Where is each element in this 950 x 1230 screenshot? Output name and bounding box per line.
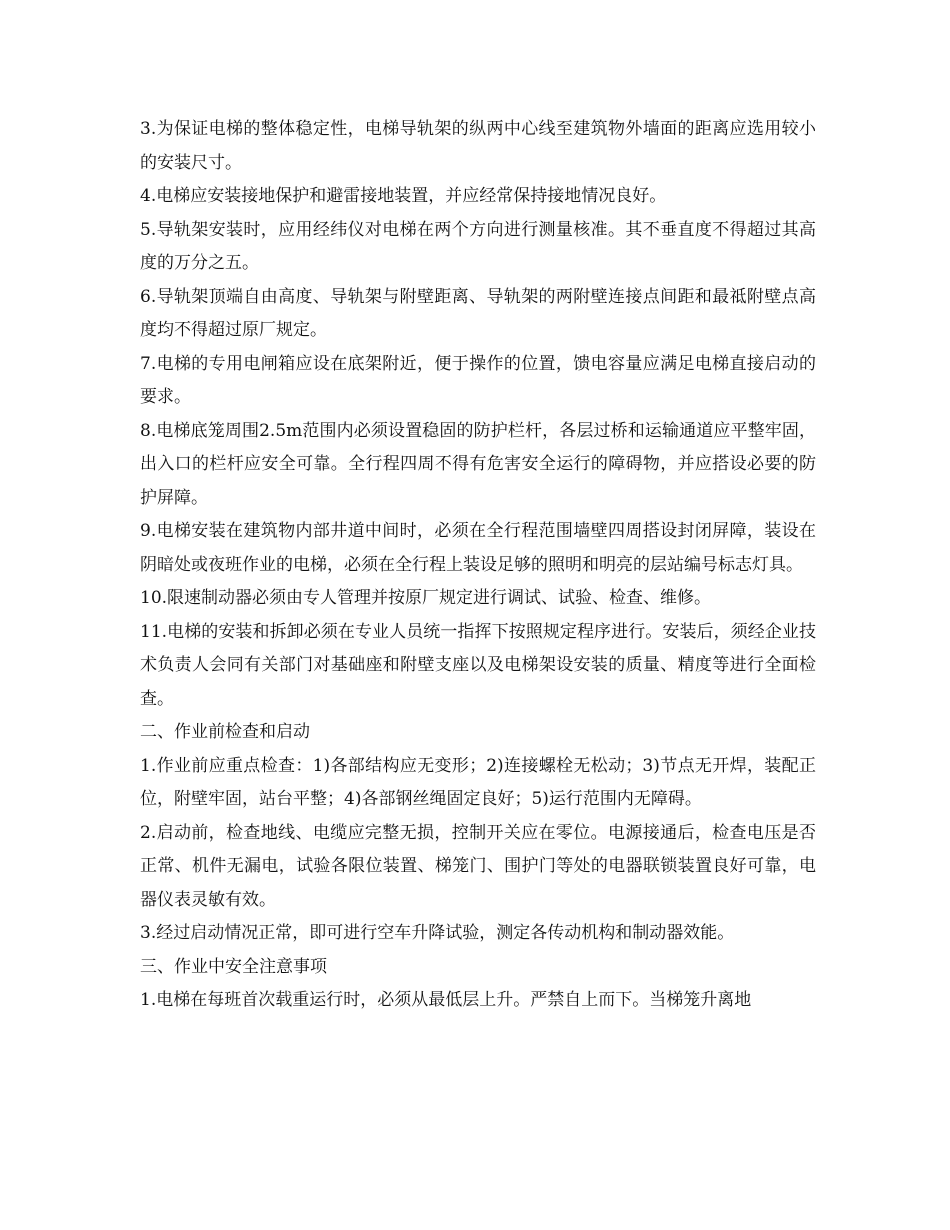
paragraph-item-7-switch-box: 7.电梯的专用电闸箱应设在底架附近，便于操作的位置，馈电容量应满足电梯直接启动的要求。 [140,353,816,407]
document-body [140,113,816,1018]
paragraph-item-10-speed-limiter: 10.限速制动器必须由专人管理并按原厂规定进行调试、试验、检查、维修。 [140,588,712,608]
paragraph-item-9-shaft-barrier: 9.电梯安装在建筑物内部井道中间时，必须在全行程范围墙壁四周搭设封闭屏障，装设在阴暗处或夜班作业的电梯，必须在全行程上装设足够的照明和明亮的层站编号标志灯具。 [140,521,816,575]
paragraph-item-8-guardrail: 8.电梯底笼周围2.5m范围内必须设置稳固的防护栏杆，各层过桥和运输通道应平整牢固，出入口的栏杆应安全可靠。全行程四周不得有危害安全运行的障碍物，并应搭设必要的防护屏障。 [140,420,816,508]
paragraph-item-1-inspection: 1.作业前应重点检查：1)各部结构应无变形；2)连接螺栓无松动；3)节点无开焊，装配正位，附壁牢固，站台平整；4)各部钢丝绳固定良好；5)运行范围内无障碍。 [140,755,816,809]
paragraph-item-6-rail-height: 6.导轨架顶端自由高度、导轨架与附壁距离、导轨架的两附壁连接点间距和最祗附壁点高度均不得超过原厂规定。 [140,286,816,340]
paragraph-item-4-grounding: 4.电梯应安装接地保护和避雷接地装置，并应经常保持接地情况良好。 [140,186,667,206]
paragraph-item-2-startup: 2.启动前，检查地线、电缆应完整无损，控制开关应在零位。电源接通后，检查电压是否正常、机件无漏电，试验各限位装置、梯笼门、围护门等处的电器联锁装置良好可靠，电器仪表灵敏有效。 [140,822,816,910]
section-heading-operation-safety: 三、作业中安全注意事项 [140,956,327,977]
paragraph-item-3-stability: 3.为保证电梯的整体稳定性，电梯导轨架的纵两中心线至建筑物外墙面的距离应选用较小的安装尺寸。 [140,119,816,173]
paragraph-item-3-test-run: 3.经过启动情况正常，即可进行空车升降试验，测定各传动机构和制动器效能。 [140,923,735,943]
paragraph-item-5-rail-install: 5.导轨架安装时，应用经纬仪对电梯在两个方向进行测量核准。其不垂直度不得超过其高度的万分之五。 [140,219,816,273]
section-heading-pre-operation: 二、作业前检查和启动 [140,722,310,742]
paragraph-item-1-first-load: 1.电梯在每班首次载重运行时，必须从最低层上升。严禁自上而下。当梯笼升离地 [140,990,752,1010]
paragraph-item-11-installation: 11.电梯的安装和拆卸必须在专业人员统一指挥下按照规定程序进行。安装后，须经企业技术负责人会同有关部门对基础座和附壁支座以及电梯架设安装的质量、精度等进行全面检查。 [140,621,816,709]
